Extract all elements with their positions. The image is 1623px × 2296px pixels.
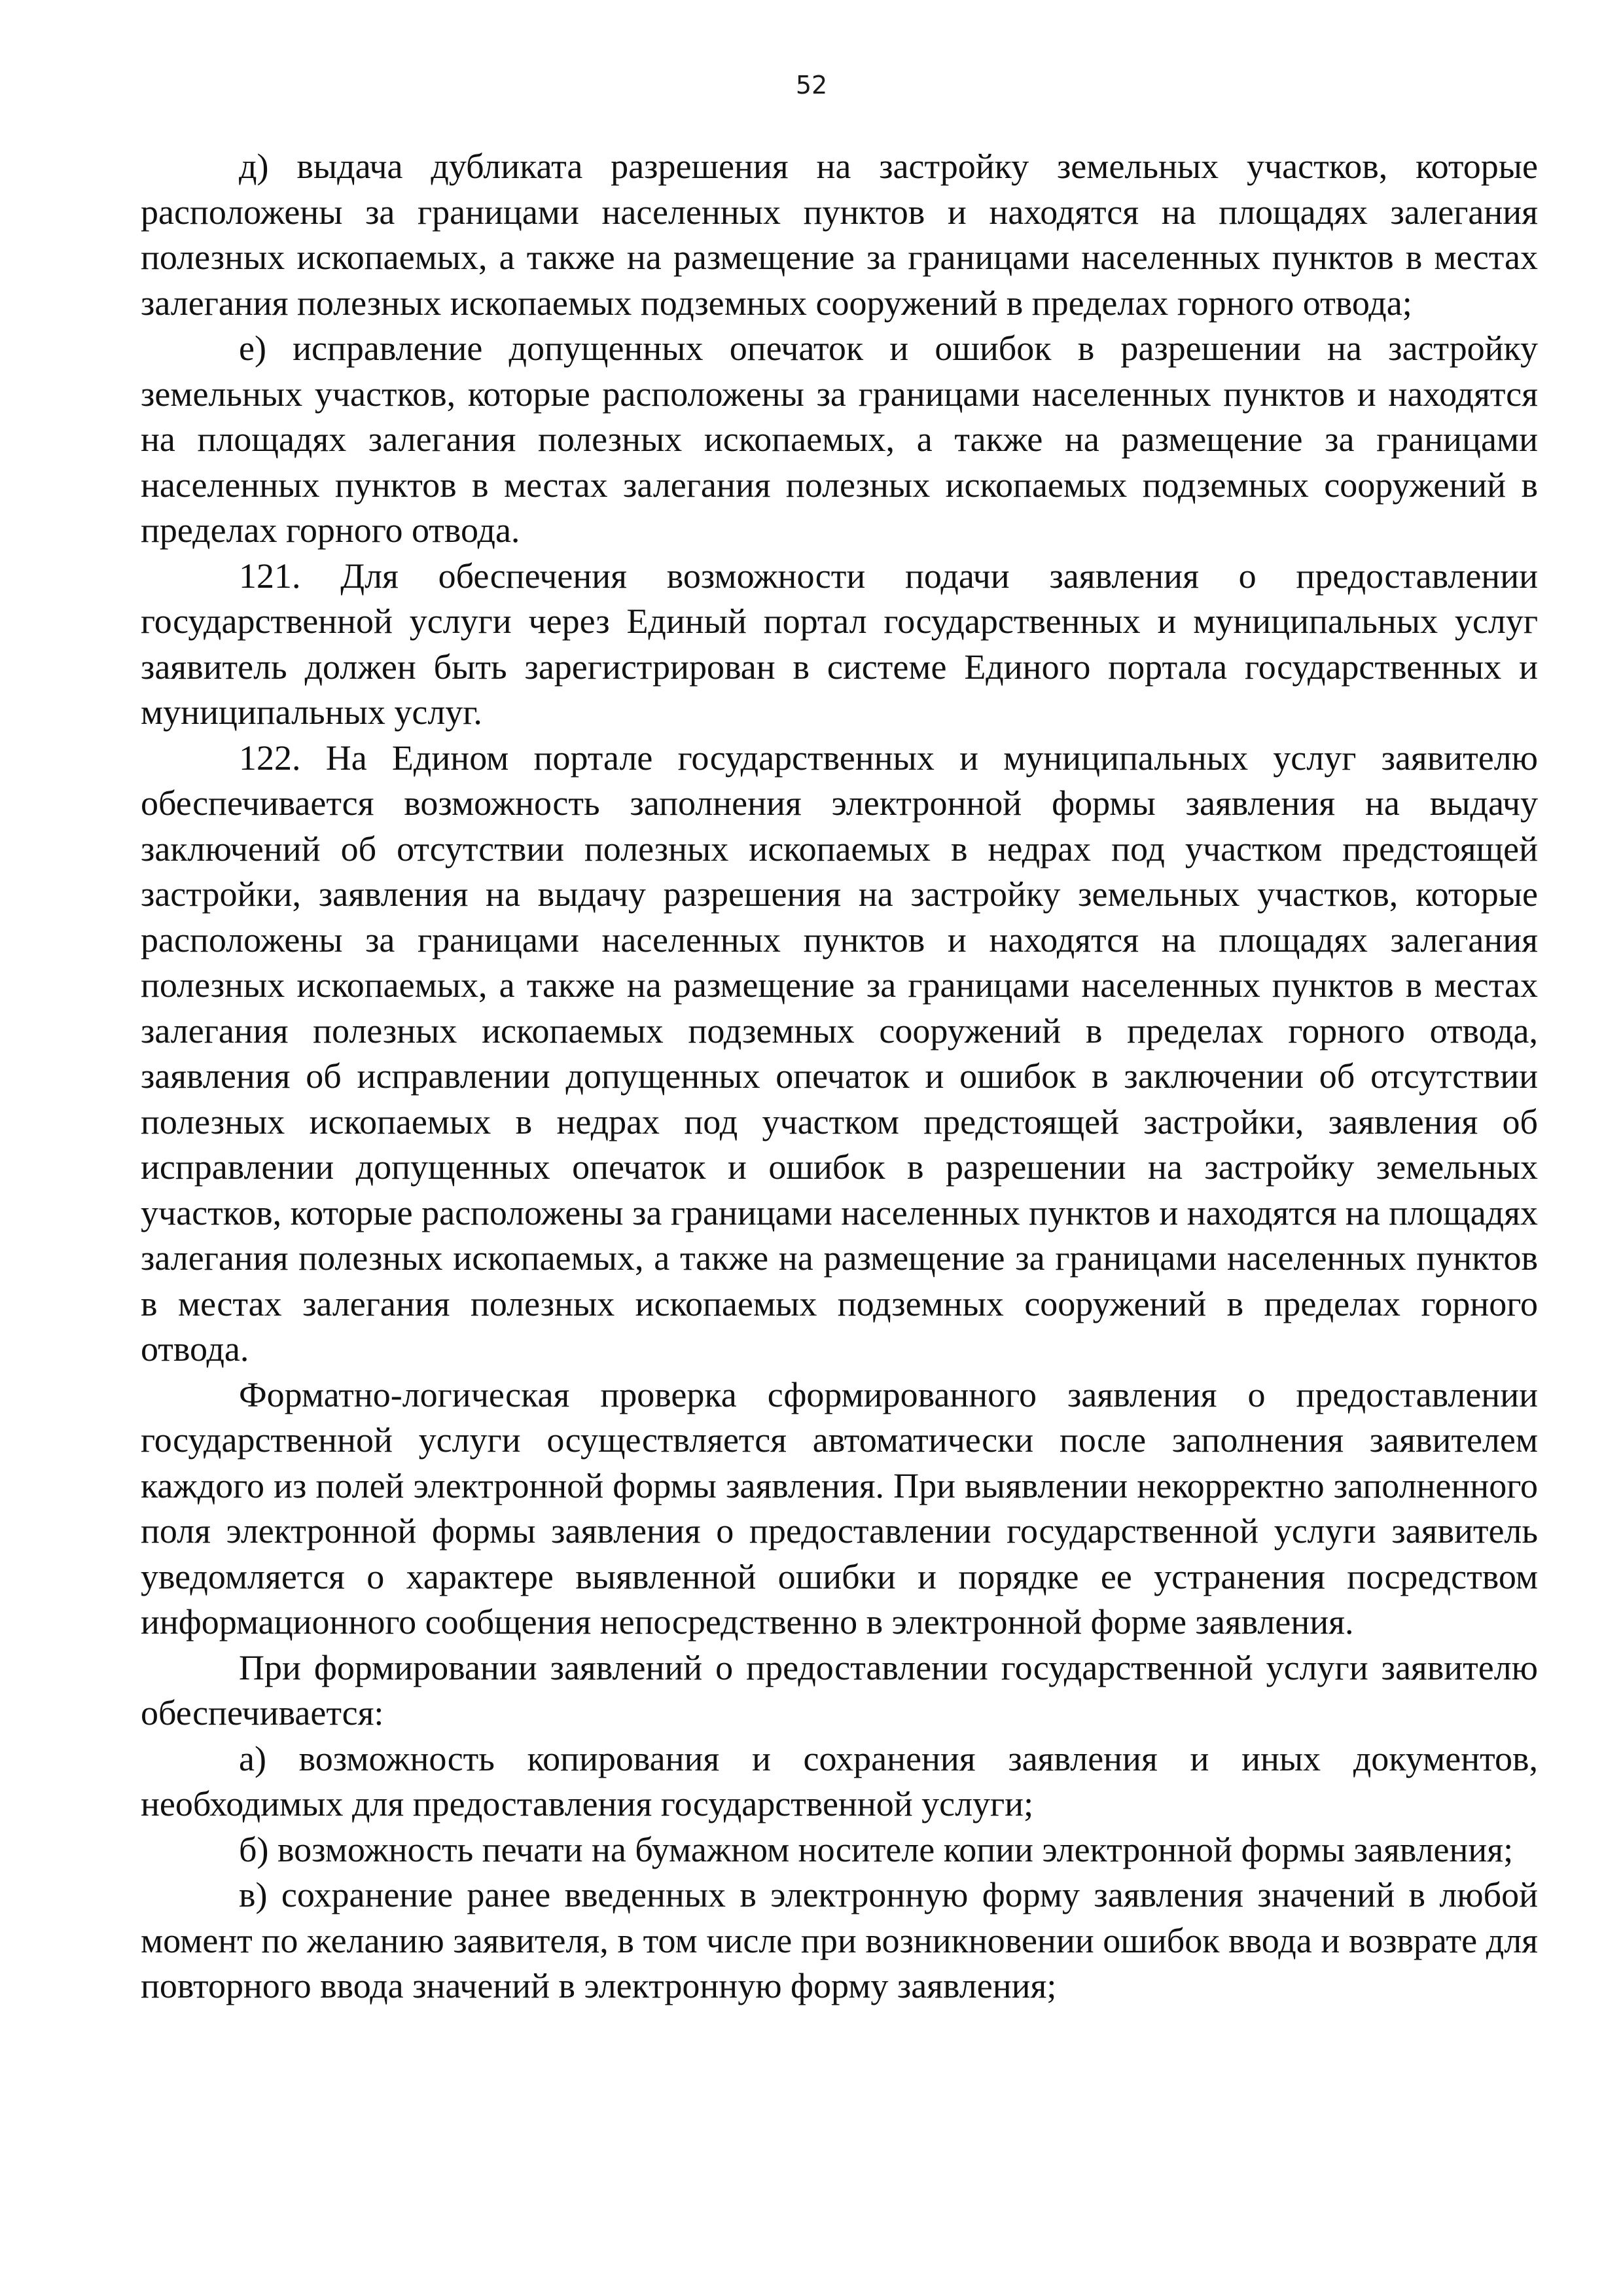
paragraph-122: 122. На Едином портале государственных и муниципальных услуг заявителю обеспечивается возможность заполнения электронной формы заявления на выдачу заключений об отсутствии полезных ископаемых в недрах под участком предстоящей застройки, заявления на выдачу разрешения на застройку земельных участков, которые расположены за границами населенных пунктов и находятся на площадях залегания полезных ископаемых, а также на размещение за границами населенных пунктов в местах залегания полезных ископаемых подземных сооружений в пределах горного отвода, заявления об исправлении допущенных опечаток и ошибок в заключении об отсутствии полезных ископаемых в недрах под участком предстоящей застройки, заявления об исправлении допущенных опечаток и ошибок в разрешении на застройку земельных участков, которые расположены за границами населенных пунктов и находятся на площадях залегания полезных ископаемых, а также на размещение за границами населенных пунктов в местах залегания полезных ископаемых подземных сооружений в пределах горного отвода. — [141, 738, 1538, 1369]
document-body — [141, 144, 1538, 2009]
paragraph-item-b: б) возможность печати на бумажном носителе копии электронной формы заявления; — [239, 1829, 1514, 1869]
paragraph-forming-intro: При формировании заявлений о предоставлении государственной услуги заявителю обеспечивается: — [141, 1647, 1538, 1732]
paragraph-item-v: в) сохранение ранее введенных в электронную форму заявления значений в любой момент по желанию заявителя, в том числе при возникновении ошибок ввода и возврате для повторного ввода значений в электронную форму заявления; — [141, 1875, 1538, 2005]
paragraph-item-e: е) исправление допущенных опечаток и ошибок в разрешении на застройку земельных участков, которые расположены за границами населенных пунктов и находятся на площадях залегания полезных ископаемых, а также на размещение за границами населенных пунктов в местах залегания полезных ископаемых подземных сооружений в пределах горного отвода. — [141, 329, 1538, 550]
page-number: 52 — [795, 71, 828, 99]
paragraph-format-check: Форматно-логическая проверка сформированного заявления о предоставлении государственной услуги осуществляется автоматически после заполнения заявителем каждого из полей электронной формы заявления. При выявлении некорректно заполненного поля электронной формы заявления о предоставлении государственной услуги заявитель уведомляется о характере выявленной ошибки и порядке ее устранения посредством информационного сообщения непосредственно в электронной форме заявления. — [141, 1374, 1538, 1641]
paragraph-121: 121. Для обеспечения возможности подачи заявления о предоставлении государственной услуги через Единый портал государственных и муниципальных услуг заявитель должен быть зарегистрирован в системе Единого портала государственных и муниципальных услуг. — [141, 556, 1538, 732]
paragraph-item-d: д) выдача дубликата разрешения на застройку земельных участков, которые расположены за границами населенных пунктов и находятся на площадях залегания полезных ископаемых, а также на размещение за границами населенных пунктов в местах залегания полезных ископаемых подземных сооружений в пределах горного отвода; — [141, 147, 1538, 323]
paragraph-item-a: а) возможность копирования и сохранения заявления и иных документов, необходимых для предоставления государственной услуги; — [141, 1738, 1538, 1823]
